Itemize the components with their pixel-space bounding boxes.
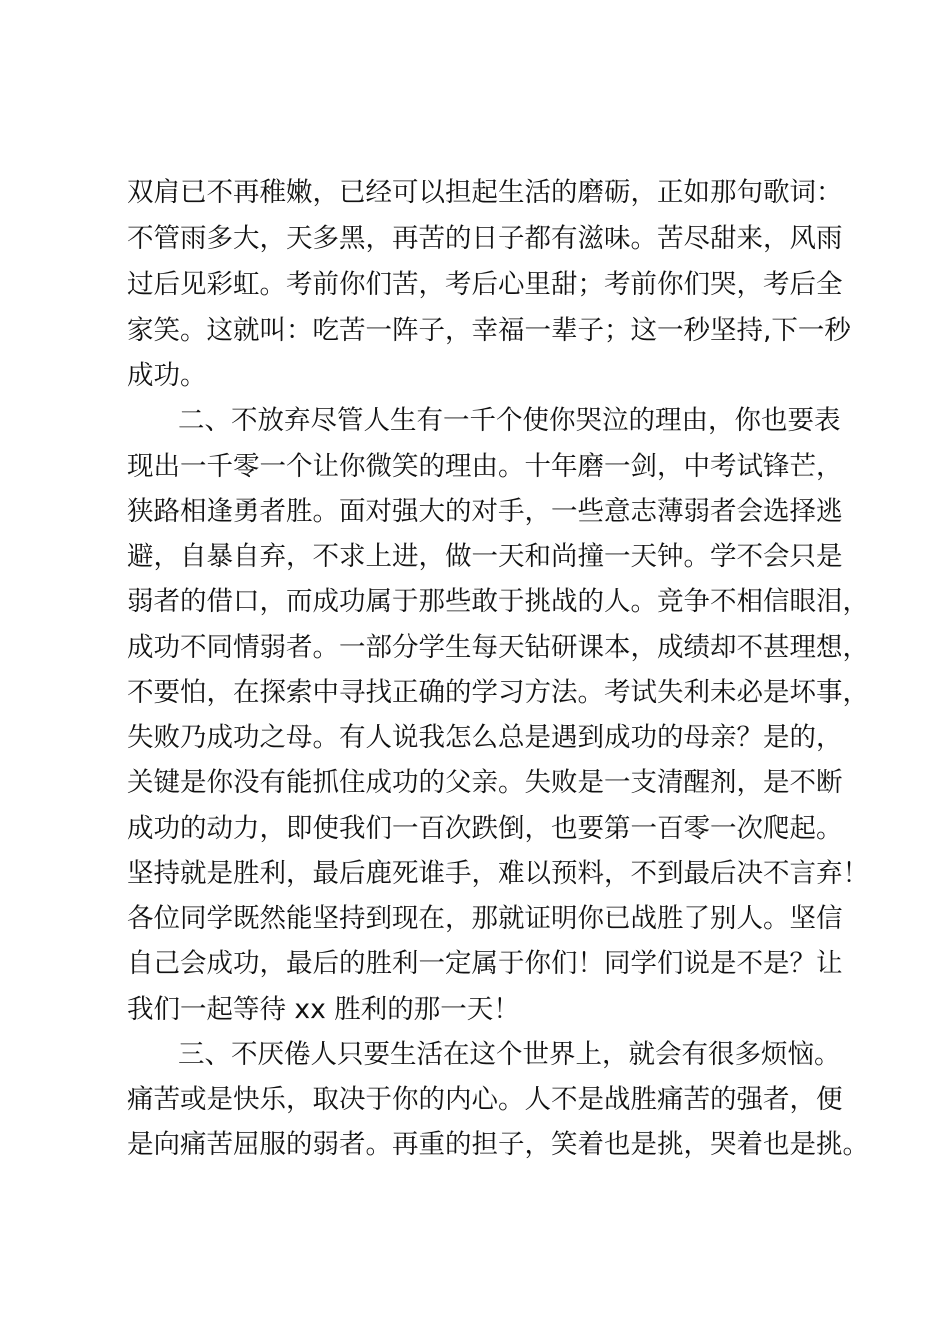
text-line: 不要怕，在探索中寻找正确的学习方法。考试失利未必是坏事， — [127, 677, 869, 708]
text-line: 关键是你没有能抓住成功的父亲。失败是一支清醒剂，是不断 — [127, 767, 843, 798]
text-line: 坚持就是胜利，最后鹿死谁手，难以预料，不到最后决不言弃！ — [127, 858, 869, 889]
text-line: 双肩已不再稚嫩，已经可以担起生活的磨砺，正如那句歌词： — [127, 177, 843, 208]
text-line: 成功不同情弱者。一部分学生每天钻研课本，成绩却不甚理想， — [127, 632, 869, 663]
text-line: 三、不厌倦人只要生活在这个世界上，就会有很多烦恼。 — [178, 1039, 841, 1070]
text-line: 成功的动力，即使我们一百次跌倒，也要第一百零一次爬起。 — [127, 813, 843, 844]
text-line: 避，自暴自弃，不求上进，做一天和尚撞一天钟。学不会只是 — [127, 541, 843, 572]
text-line: 失败乃成功之母。有人说我怎么总是遇到成功的母亲？是的， — [127, 722, 843, 753]
text-line: 我们一起等待 xx 胜利的那一天！ — [127, 994, 520, 1025]
text-line: 狭路相逢勇者胜。面对强大的对手，一些意志薄弱者会选择逃 — [127, 496, 843, 527]
text-line: 现出一千零一个让你微笑的理由。十年磨一剑，中考试锋芒， — [127, 451, 843, 482]
text-line: 各位同学既然能坚持到现在，那就证明你已战胜了别人。坚信 — [127, 903, 843, 934]
text-line: 家笑。这就叫：吃苦一阵子，幸福一辈子；这一秒坚持,下一秒 — [127, 315, 851, 346]
text-line: 二、不放弃尽管人生有一千个使你哭泣的理由，你也要表 — [178, 405, 841, 436]
text-line: 痛苦或是快乐，取决于你的内心。人不是战胜痛苦的强者，便 — [127, 1084, 843, 1115]
text-line: 过后见彩虹。考前你们苦，考后心里甜；考前你们哭，考后全 — [127, 269, 843, 300]
text-line: 自己会成功，最后的胜利一定属于你们！同学们说是不是？让 — [127, 948, 843, 979]
text-line: 成功。 — [127, 360, 207, 391]
text-line: 不管雨多大，天多黑，再苦的日子都有滋味。苦尽甜来，风雨 — [127, 223, 843, 254]
text-line: 是向痛苦屈服的弱者。再重的担子，笑着也是挑，哭着也是挑。 — [127, 1129, 869, 1160]
text-line: 弱者的借口，而成功属于那些敢于挑战的人。竞争不相信眼泪， — [127, 586, 869, 617]
